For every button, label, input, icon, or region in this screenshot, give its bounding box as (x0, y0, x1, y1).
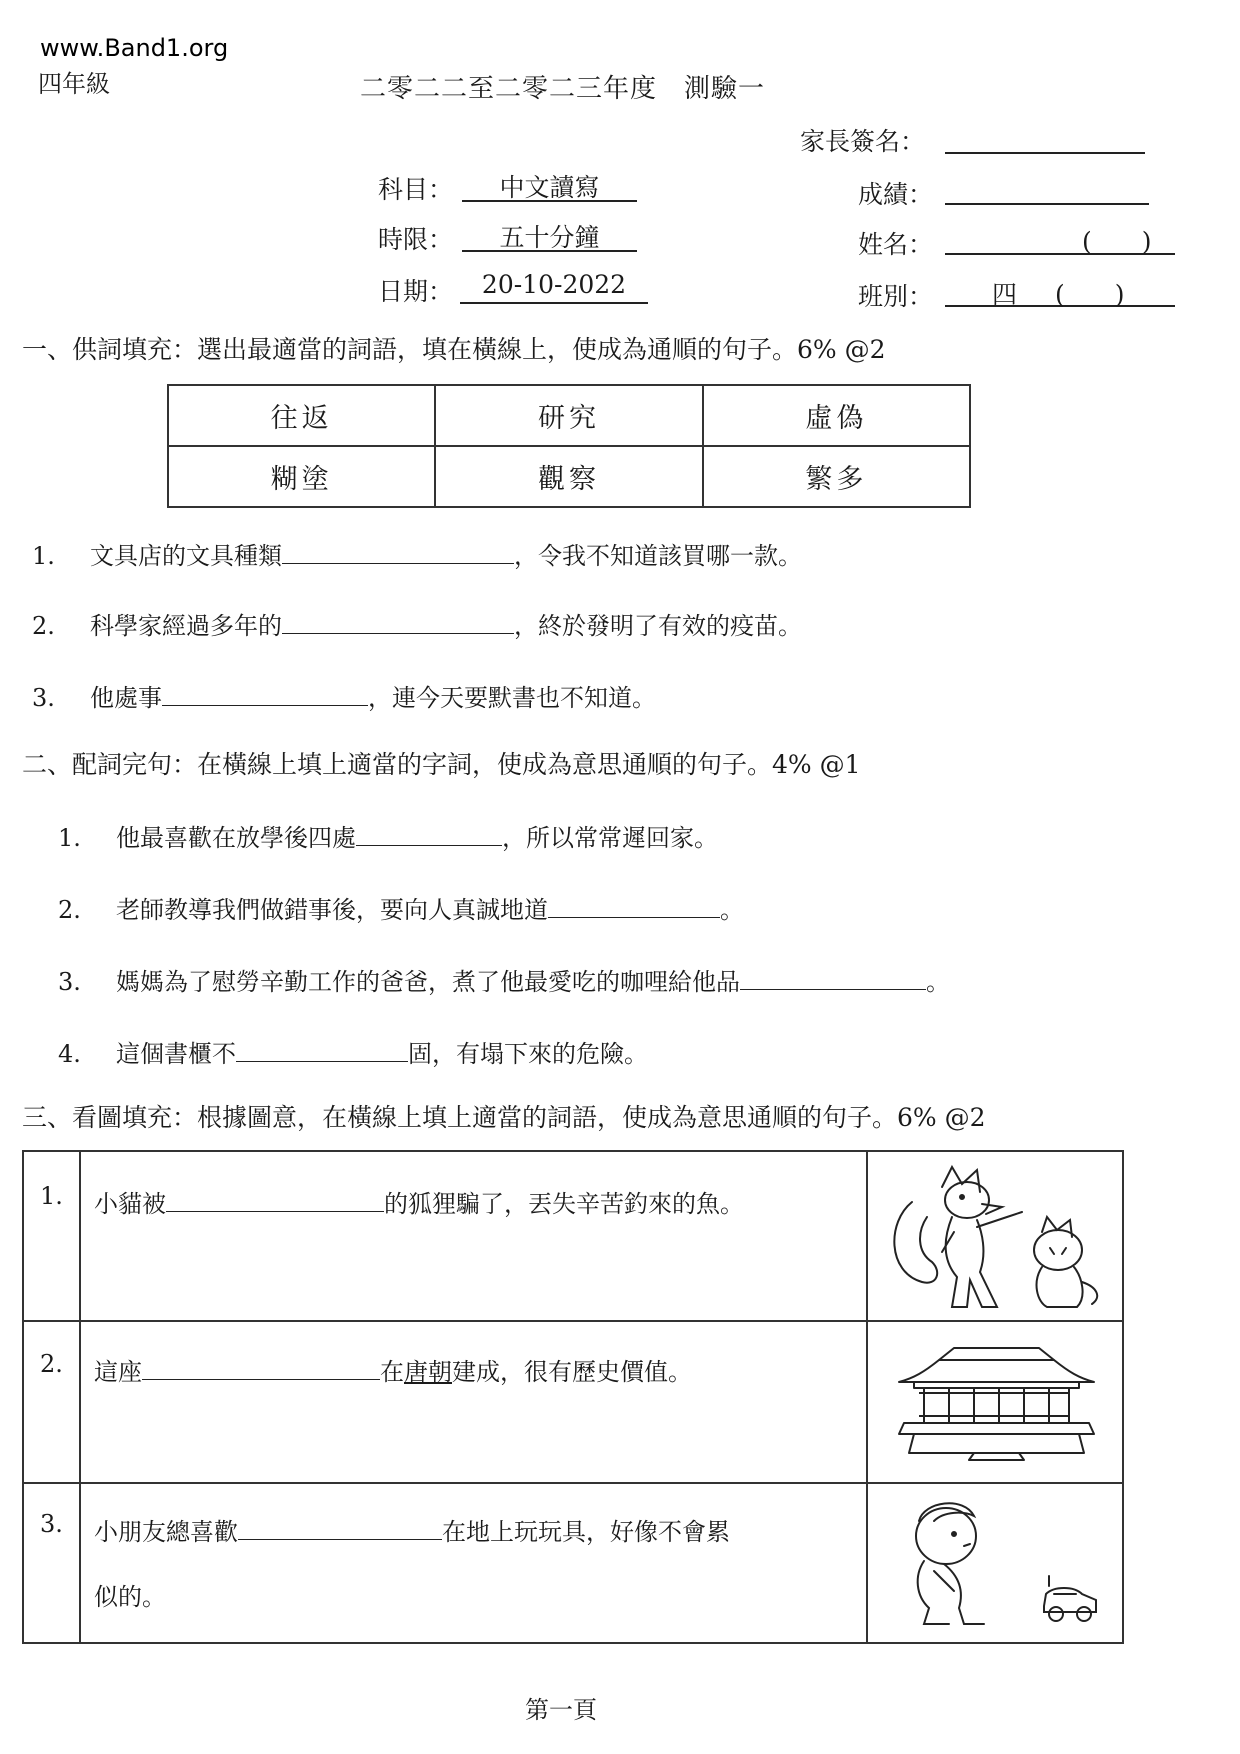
boy-with-toy-car-illustration (904, 1496, 1104, 1631)
answer-blank[interactable] (356, 821, 502, 846)
date-value: 20-10-2022 (460, 270, 648, 304)
name-label: 姓名： (858, 230, 934, 259)
exam-title: 二零二二至二零二三年度 測驗一 (360, 74, 766, 104)
answer-blank[interactable] (166, 1187, 384, 1212)
table-row: 3. 小朋友總喜歡 在地上玩玩具，好像不會累 似的。 (24, 1482, 1122, 1642)
class-label: 班別： (858, 282, 934, 311)
answer-blank[interactable] (282, 609, 514, 634)
watermark: www.Band1.org (40, 34, 229, 62)
answer-blank[interactable] (238, 1515, 442, 1540)
time-label: 時限： (378, 225, 454, 254)
answer-blank[interactable] (548, 893, 720, 918)
section2-heading: 二、配詞完句：在橫線上填上適當的字詞，使成為意思通順的句子。4% @1 (22, 750, 861, 779)
question: 3. 他處事 ，連今天要默書也不知道。 (32, 678, 656, 713)
page-number: 第一頁 (525, 1696, 597, 1724)
section1-heading: 一、供詞填充：選出最適當的詞語，填在橫線上，使成為通順的句子。6% @2 (22, 335, 886, 364)
question: 1. 文具店的文具種類 ，令我不知道該買哪一款。 (32, 536, 802, 571)
answer-blank[interactable] (740, 965, 926, 990)
question: 小朋友總喜歡 在地上玩玩具，好像不會累 (94, 1512, 730, 1547)
question: 3. 媽媽為了慰勞辛勤工作的爸爸，煮了他最愛吃的咖哩給他品 。 (58, 962, 950, 997)
class-number: ( ) (1055, 280, 1125, 309)
section3-heading: 三、看圖填充：根據圖意，在橫線上填上適當的詞語，使成為意思通順的句子。6% @2 (22, 1103, 986, 1132)
word-bank-table (167, 384, 971, 508)
picture-question-table (22, 1150, 1124, 1644)
date-label: 日期： (378, 277, 454, 306)
class-value: 四 (992, 280, 1018, 309)
fox-and-cat-illustration (882, 1162, 1112, 1312)
answer-blank[interactable] (236, 1037, 408, 1062)
question: 2. 老師教導我們做錯事後，要向人真誠地道 。 (58, 890, 744, 925)
table-row: 1. 小貓被 的狐狸騙了，丟失辛苦釣來的魚。 (24, 1152, 1122, 1322)
grade-label: 四年級 (38, 70, 110, 98)
word-bank-cell: 繁多 (703, 446, 970, 507)
question: 小貓被 的狐狸騙了，丟失辛苦釣來的魚。 (94, 1184, 744, 1219)
table-row: 2. 這座 在唐朝建成，很有歷史價值。 (24, 1320, 1122, 1484)
subject-value: 中文讀寫 (462, 168, 637, 202)
name-class-number: ( ) (1082, 227, 1152, 256)
answer-blank[interactable] (162, 681, 368, 706)
word-bank-cell: 往返 (168, 385, 435, 446)
subject-label: 科目： (378, 175, 454, 204)
score-field[interactable] (945, 203, 1149, 205)
word-bank-cell: 糊塗 (168, 446, 435, 507)
question: 1. 他最喜歡在放學後四處 ，所以常常遲回家。 (58, 818, 718, 853)
question: 這座 在唐朝建成，很有歷史價值。 (94, 1352, 692, 1387)
question: 4. 這個書櫃不 固，有塌下來的危險。 (58, 1034, 648, 1069)
time-value: 五十分鐘 (462, 218, 637, 252)
parent-sign-field[interactable] (945, 152, 1145, 154)
word-bank-cell: 虛偽 (703, 385, 970, 446)
temple-illustration (894, 1338, 1099, 1463)
score-label: 成績： (858, 180, 934, 209)
question-continuation: 似的。 (94, 1583, 166, 1611)
answer-blank[interactable] (282, 539, 514, 564)
answer-blank[interactable] (142, 1355, 380, 1380)
question: 2. 科學家經過多年的 ，終於發明了有效的疫苗。 (32, 606, 802, 641)
word-bank-cell: 研究 (435, 385, 702, 446)
word-bank-cell: 觀察 (435, 446, 702, 507)
parent-sign-label: 家長簽名： (800, 127, 926, 156)
